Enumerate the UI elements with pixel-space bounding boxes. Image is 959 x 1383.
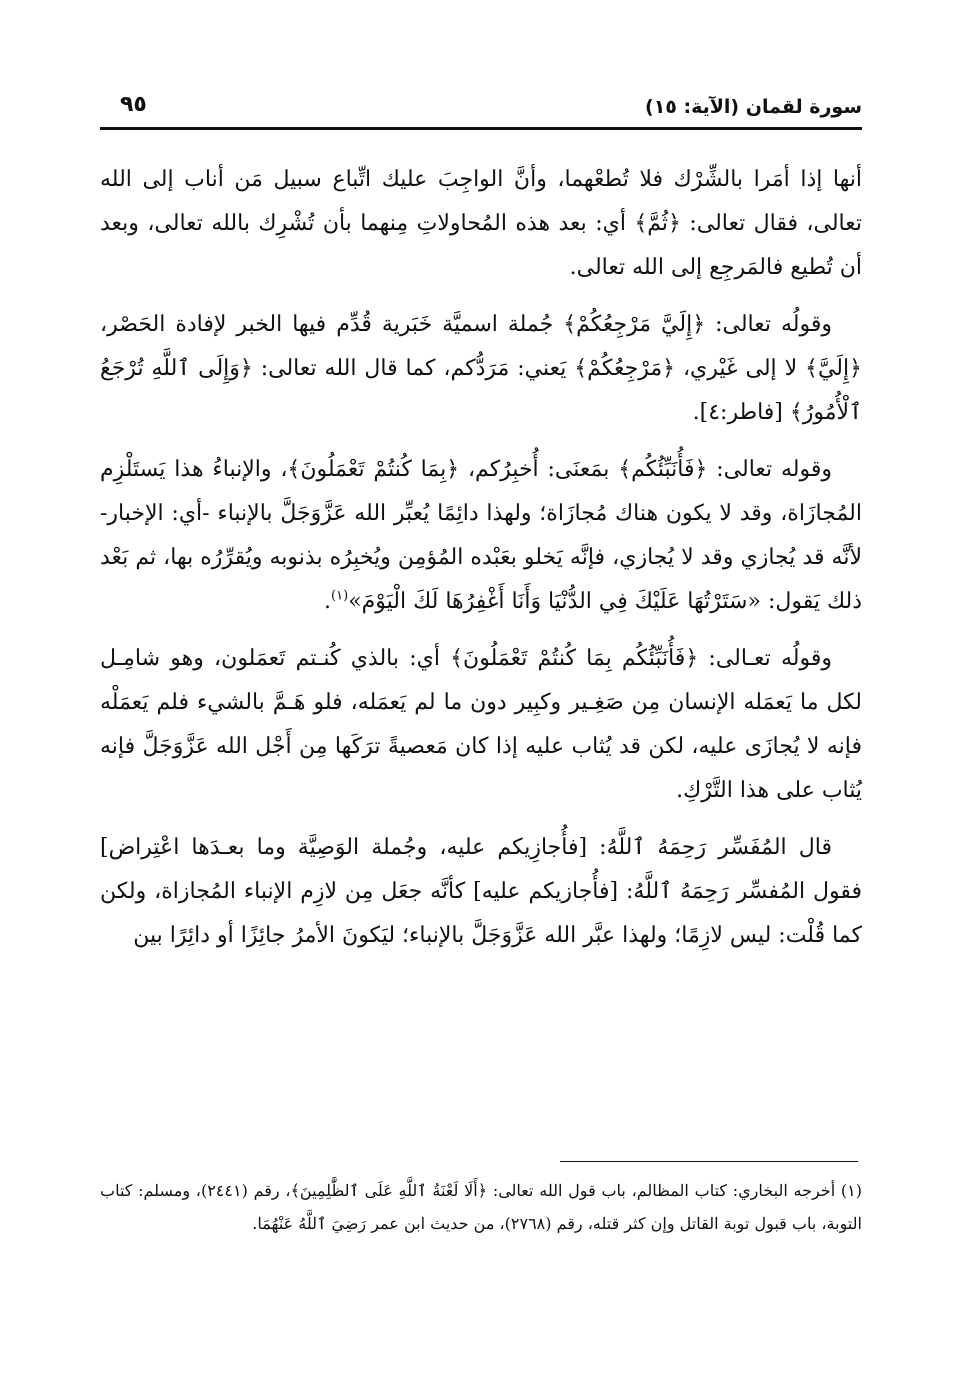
paragraph-3: [100, 448, 862, 624]
running-header: [100, 92, 862, 124]
footnote-divider: [560, 1161, 858, 1162]
paragraph-5: قال المُفَسِّر رَحِمَهُ ٱللَّهُ: [فأُجازِيكم عليه، وجُملة الوَصِيَّة وما بعـدَها اعْتِراض] فقول المُفسِّر رَحِمَهُ ٱللَّهُ: [فأُجازيكم عليه] كأنَّه جعَل مِن لازِم الإنباء المُجازاة، ولكن كما قُلْت: ليس لازِمًا؛ ولهذا عبَّر الله عَزَّوَجَلَّ بالإنباء؛ ليَكونَ الأمرُ جائِزًا أو دائِرًا بين: [100, 835, 862, 948]
footnote-1: (١) أخرجه البخاري: كتاب المظالم، باب قول الله تعالى: ﴿أَلَا لَعْنَةُ ٱللَّهِ عَلَى ٱلظَّٰلِمِينَ﴾، رقم (٢٤٤١)، ومسلم: كتاب التوبة، باب قبول توبة القاتل وإن كثر قتله، رقم (٢٧٦٨)، من حديث ابن عمر رَضِيَ ٱللَّهُ عَنْهُمَا.: [100, 1181, 862, 1233]
header-divider: [100, 127, 862, 130]
paragraph-2: وقولُه تعالى: ﴿إِلَيَّ مَرْجِعُكُمْ﴾ جُملة اسميَّة خَبَرية قُدِّم فيها الخبر لإفادة الحَصْر، ﴿إِلَيَّ﴾ لا إلى غَيْري، ﴿مَرْجِعُكُمْ﴾ يَعني: مَرَدُّكم، كما قال الله تعالى: ﴿وَإِلَى ٱللَّهِ تُرْجَعُ ٱلْأُمُورُ﴾ [فاطر:٤].: [100, 312, 862, 425]
page-number: ٩٥: [120, 92, 147, 117]
paragraph-1: أنها إذا أمَرا بالشِّرْك فلا تُطعْهما، وأنَّ الواجِبَ عليك اتِّباع سبيل مَن أناب إلى الله تعالى، فقال تعالى: ﴿ثُمَّ﴾ أي: بعد هذه المُحاولاتِ مِنهما بأن تُشْرِك بالله تعالى، وبعد أن تُطيع فالمَرجِع إلى الله تعالى.: [100, 167, 862, 280]
footnote-reference-1: (١): [331, 588, 349, 604]
paragraph-4: وقولُه تعـالى: ﴿فَأُنَبِّئُكُم بِمَا كُنتُمْ تَعْمَلُونَ﴾ أي: بالذي كُنـتم تَعمَلون، وهو شامِـل لكل ما يَعمَله الإنسان مِن صَغِـير وكبِير دون ما لم يَعمَله، فلو هَـمَّ بالشيء فلم يَعمَلْه فإنه لا يُجازَى عليه، لكن قد يُثاب عليه إذا كان مَعصيةً ترَكَها مِن أَجْل الله عَزَّوَجَلَّ فإنه يُثاب على هذا التَّرْكِ.: [100, 646, 862, 803]
footnotes: [100, 1174, 862, 1240]
paragraph-3-tail: .: [324, 589, 332, 614]
paragraph-3-text: وقوله تعالى: ﴿فَأُنَبِّئُكُم﴾ بمَعنَى: أُخبِرُكم، ﴿بِمَا كُنتُمْ تَعْمَلُونَ﴾، والإنباءُ هذا يَستَلْزِم المُجازَاة، وقد لا يكون هناك مُجازَاة؛ ولهذا دائِمًا يُعبِّر الله عَزَّوَجَلَّ بالإنباء -أي: الإخبار- لأنَّه قد يُجازي وقد لا يُجازي، فإنَّه يَخلو بعَبْده المُؤمِن ويُخبِرُه بذنوبه ويُقرِّرُه بها، ثم بَعْد ذلك يَقول: «سَتَرْتُهَا عَلَيْكَ فِي الدُّنْيَا وَأَنَا أَغْفِرُهَا لَكَ الْيَوْمَ»: [100, 457, 862, 614]
running-header-title: سورة لقمان (الآية: ١٥): [645, 96, 862, 118]
main-text: [100, 158, 862, 971]
